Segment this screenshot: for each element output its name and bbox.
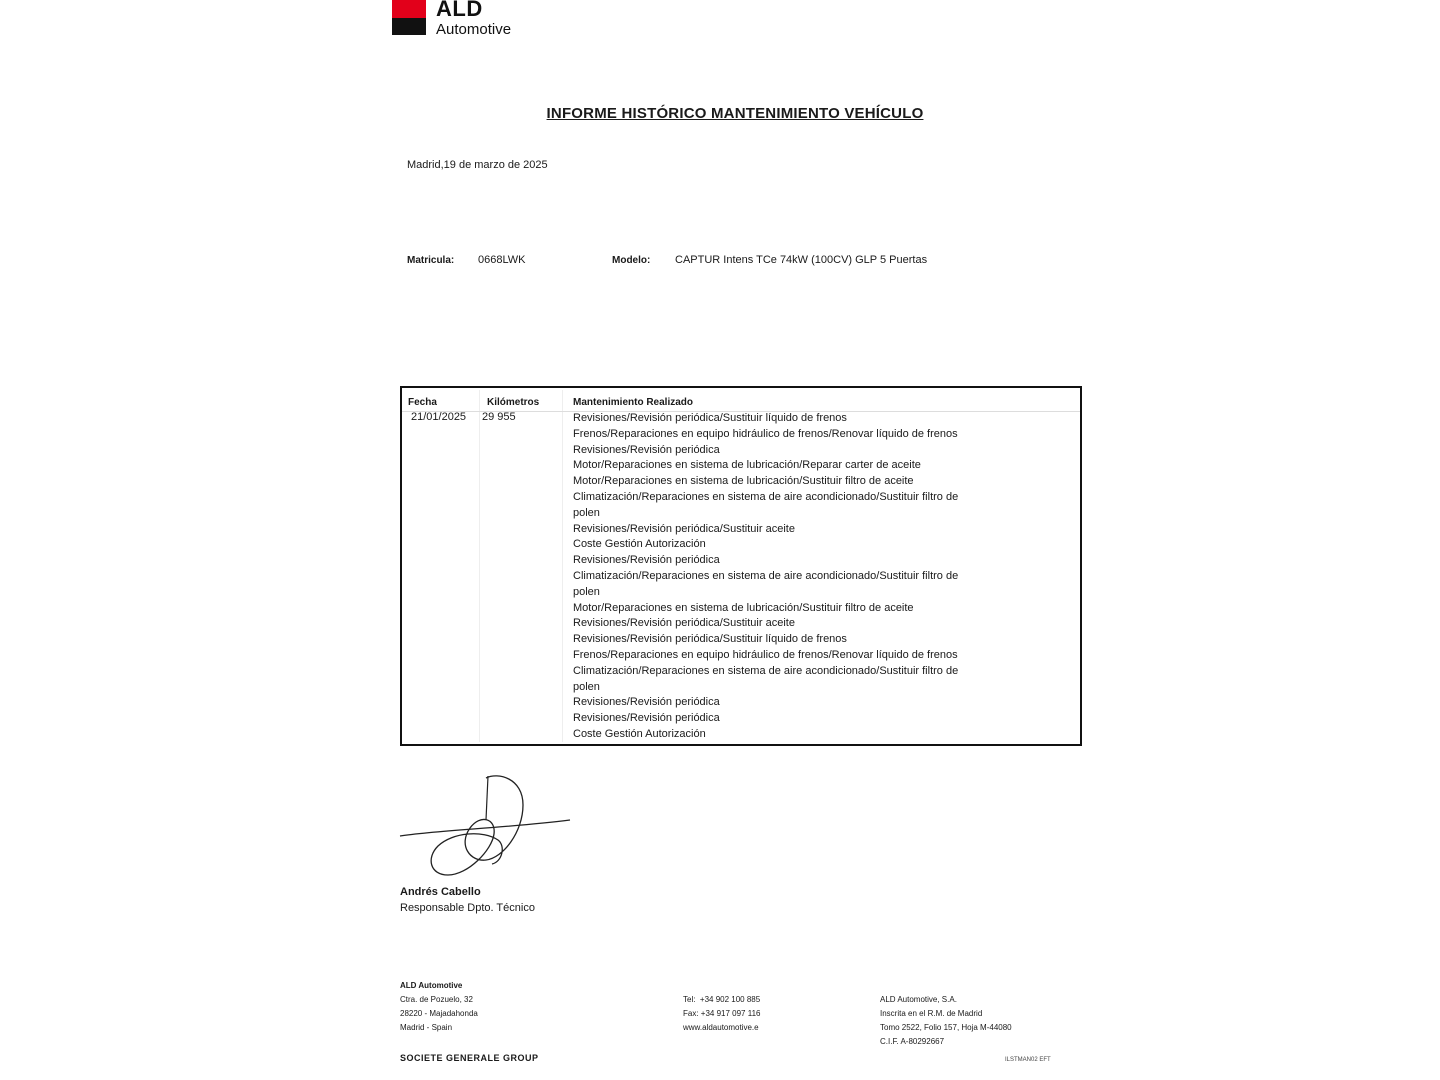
- task-item: Revisiones/Revisión periódica: [573, 443, 720, 456]
- maintenance-table: [400, 386, 1082, 746]
- row-date: 21/01/2025: [411, 411, 467, 423]
- task-item: Motor/Reparaciones en sistema de lubricación/Sustituir filtro de aceite: [573, 475, 914, 488]
- footer-legal-line: Tomo 2522, Folio 157, Hoja M-44080: [880, 1023, 1012, 1032]
- plate-label: Matricula:: [407, 255, 455, 266]
- task-item: Frenos/Reparaciones en equipo hidráulico de frenos/Renovar líquido de frenos: [573, 648, 958, 661]
- logo-name: ALD: [436, 0, 483, 21]
- footer-legal-line: C.I.F. A-80292667: [880, 1037, 945, 1046]
- task-item: Frenos/Reparaciones en equipo hidráulico de frenos/Renovar líquido de frenos: [573, 427, 958, 440]
- task-item: Climatización/Reparaciones en sistema de aire acondicionado/Sustituir filtro de: [573, 490, 959, 503]
- header-maintenance: Mantenimiento Realizado: [573, 397, 694, 408]
- column-divider: [479, 390, 480, 742]
- column-divider: [562, 390, 563, 742]
- logo-subtitle: Automotive: [436, 21, 512, 38]
- task-item: Climatización/Reparaciones en sistema de aire acondicionado/Sustituir filtro de: [573, 664, 959, 677]
- plate-value: 0668LWK: [478, 254, 526, 266]
- header-date: Fecha: [408, 397, 437, 408]
- footer-contact-block: [683, 993, 760, 1035]
- footer-company-block: [400, 979, 478, 1035]
- task-item: Revisiones/Revisión periódica/Sustituir aceite: [573, 617, 795, 630]
- document-title: INFORME HISTÓRICO MANTENIMIENTO VEHÍCULO: [546, 105, 924, 122]
- footer-website: www.aldautomotive.e: [683, 1023, 759, 1032]
- document-date: Madrid,19 de marzo de 2025: [407, 159, 548, 171]
- task-item: polen: [573, 506, 600, 519]
- task-item: Revisiones/Revisión periódica/Sustituir líquido de frenos: [573, 412, 847, 424]
- footer-group-name: SOCIETE GENERALE GROUP: [400, 1053, 539, 1063]
- footer-phone: Tel: +34 902 100 885: [683, 995, 761, 1004]
- task-item: Coste Gestión Autorización: [573, 538, 706, 551]
- footer-legal-line: Inscrita en el R.M. de Madrid: [880, 1009, 983, 1018]
- task-item: Revisiones/Revisión periódica: [573, 712, 720, 725]
- row-km: 29 955: [482, 411, 516, 423]
- task-item: Revisiones/Revisión periódica/Sustituir aceite: [573, 522, 795, 535]
- footer-address-line: 28220 - Majadahonda: [400, 1009, 478, 1018]
- model-value: CAPTUR Intens TCe 74kW (100CV) GLP 5 Puertas: [675, 254, 928, 266]
- footer-legal-line: ALD Automotive, S.A.: [880, 995, 957, 1004]
- task-item: Revisiones/Revisión periódica: [573, 554, 720, 567]
- footer-reference: ILSTMAN02 EFT: [1005, 1057, 1051, 1063]
- ald-logo-mark: [392, 0, 426, 35]
- ald-logo-text: [436, 0, 511, 37]
- footer-fax: Fax: +34 917 097 116: [683, 1009, 761, 1018]
- model-label: Modelo:: [612, 255, 651, 266]
- task-item: Climatización/Reparaciones en sistema de aire acondicionado/Sustituir filtro de: [573, 569, 959, 582]
- footer-legal-block: [880, 993, 1012, 1049]
- task-item: Revisiones/Revisión periódica: [573, 696, 720, 709]
- task-item: polen: [573, 585, 600, 598]
- task-item: polen: [573, 680, 600, 693]
- logo-black-block: [392, 18, 426, 35]
- task-item: Motor/Reparaciones en sistema de lubricación/Reparar carter de aceite: [573, 459, 921, 472]
- footer-address-line: Madrid - Spain: [400, 1023, 453, 1032]
- signer-role: Responsable Dpto. Técnico: [400, 902, 535, 914]
- header-km: Kilómetros: [487, 397, 540, 408]
- logo-red-block: [392, 0, 426, 18]
- signer-name: Andrés Cabello: [400, 886, 481, 898]
- signature-image: [398, 770, 573, 880]
- task-item: Motor/Reparaciones en sistema de lubricación/Sustituir filtro de aceite: [573, 601, 914, 614]
- task-item: Revisiones/Revisión periódica/Sustituir líquido de frenos: [573, 633, 847, 646]
- footer-company-name: ALD Automotive: [400, 981, 463, 990]
- task-list: [573, 411, 1003, 743]
- footer-address-line: Ctra. de Pozuelo, 32: [400, 995, 473, 1004]
- task-item: Coste Gestión Autorización: [573, 727, 706, 740]
